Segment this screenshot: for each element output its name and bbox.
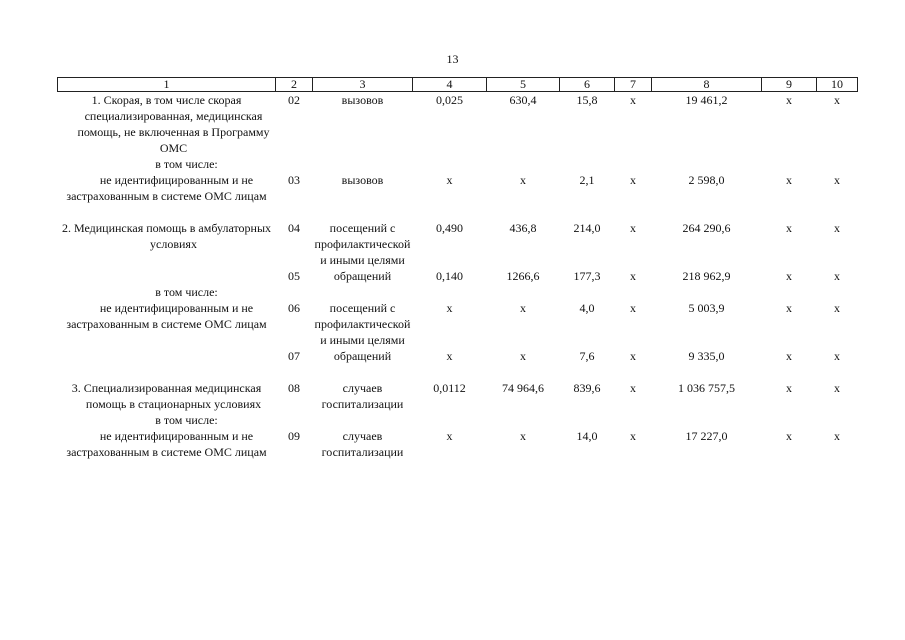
row-spacer (58, 204, 858, 220)
row-col4: x (446, 301, 453, 315)
row-col6: 839,6 (573, 381, 601, 395)
col-header-9: 9 (762, 78, 817, 92)
row-col4: 0,025 (436, 93, 463, 107)
col-header-10: 10 (817, 78, 858, 92)
row-code: 06 (288, 301, 300, 315)
row-col10: x (834, 381, 840, 395)
row-col10: x (834, 429, 840, 443)
row-name: 2. Медицинская помощь в амбулаторных условиях (61, 221, 272, 251)
row-code: 03 (288, 173, 300, 187)
row-col7: x (630, 349, 636, 363)
row-name: в том числе: (155, 285, 218, 299)
row-col7: x (630, 301, 636, 315)
row-unit: обращений (333, 269, 392, 283)
row-col6: 4,0 (579, 301, 595, 315)
row-col5: 630,4 (509, 93, 537, 107)
row-name: 1. Скорая, в том числе скорая специализированная, медицинская помощь, не включенная в Программу ОМС (77, 93, 270, 155)
row-col7: x (630, 221, 636, 235)
row-col5: x (520, 349, 526, 363)
row-col7: x (630, 429, 636, 443)
row-unit: обращений (333, 349, 392, 363)
row-col7: x (630, 93, 636, 107)
header-row (58, 78, 858, 92)
row-col8: 2 598,0 (688, 173, 725, 187)
row-col6: 14,0 (576, 429, 598, 443)
col-header-3: 3 (313, 78, 413, 92)
table-row (58, 268, 858, 284)
row-col10: x (834, 349, 840, 363)
row-name: в том числе: (155, 413, 218, 427)
row-col7: x (630, 269, 636, 283)
row-col9: x (786, 173, 792, 187)
col-header-8: 8 (652, 78, 762, 92)
table-row (58, 380, 858, 412)
row-col5: 1266,6 (506, 269, 540, 283)
col-header-2: 2 (276, 78, 313, 92)
data-table (57, 77, 858, 460)
row-unit: вызовов (341, 93, 384, 107)
row-unit: случаев госпитализации (321, 429, 404, 459)
table-row (58, 172, 858, 204)
row-name: не идентифицированным и не застрахованным в системе ОМС лицам (66, 173, 267, 203)
row-col10: x (834, 221, 840, 235)
col-header-4: 4 (413, 78, 487, 92)
row-col4: 0,0112 (433, 381, 466, 395)
row-code: 08 (288, 381, 300, 395)
row-name: не идентифицированным и не застрахованным в системе ОМС лицам (66, 429, 267, 459)
row-col4: x (446, 173, 453, 187)
row-col8: 5 003,9 (688, 301, 725, 315)
row-col5: x (520, 301, 526, 315)
row-spacer (58, 364, 858, 380)
row-name (58, 348, 276, 364)
row-col10: x (834, 269, 840, 283)
row-col9: x (786, 93, 792, 107)
row-col4: x (446, 429, 453, 443)
row-col4: 0,140 (436, 269, 463, 283)
row-name: 3. Специализированная медицинская помощь в стационарных условиях (71, 381, 262, 411)
row-col8: 264 290,6 (682, 221, 731, 235)
row-code: 04 (288, 221, 300, 235)
row-code: 05 (288, 269, 300, 283)
table-row (58, 348, 858, 364)
table-row (58, 412, 858, 428)
table-row (58, 156, 858, 172)
table-row (58, 284, 858, 300)
row-unit: случаев госпитализации (321, 381, 404, 411)
table-row (58, 428, 858, 460)
row-col9: x (786, 429, 792, 443)
row-col6: 15,8 (576, 93, 598, 107)
col-header-5: 5 (487, 78, 560, 92)
row-col8: 1 036 757,5 (678, 381, 735, 395)
row-col4: x (446, 349, 453, 363)
row-unit: посещений с профилактической и иными целями (314, 221, 411, 267)
row-col9: x (786, 349, 792, 363)
row-col4: 0,490 (436, 221, 463, 235)
col-header-1: 1 (58, 78, 276, 92)
row-code: 02 (288, 93, 300, 107)
table-row (58, 92, 858, 157)
row-col6: 177,3 (573, 269, 601, 283)
row-col8: 9 335,0 (688, 349, 725, 363)
row-col5: 74 964,6 (502, 381, 544, 395)
row-code: 09 (288, 429, 300, 443)
table-row (58, 300, 858, 348)
table-row (58, 220, 858, 268)
row-col7: x (630, 173, 636, 187)
col-header-7: 7 (615, 78, 652, 92)
row-col6: 2,1 (579, 173, 595, 187)
row-unit: вызовов (341, 173, 384, 187)
row-col5: 436,8 (509, 221, 537, 235)
row-col9: x (786, 301, 792, 315)
row-col9: x (786, 381, 792, 395)
col-header-6: 6 (560, 78, 615, 92)
row-unit: посещений с профилактической и иными целями (314, 301, 411, 347)
row-col8: 19 461,2 (685, 93, 728, 107)
row-col9: x (786, 221, 792, 235)
row-code: 07 (288, 349, 300, 363)
row-col10: x (834, 93, 840, 107)
row-name (58, 268, 276, 284)
page-number: 13 (446, 52, 459, 66)
row-name: в том числе: (155, 157, 218, 171)
row-col10: x (834, 173, 840, 187)
row-col10: x (834, 301, 840, 315)
row-col8: 218 962,9 (682, 269, 731, 283)
row-col6: 214,0 (573, 221, 601, 235)
row-col9: x (786, 269, 792, 283)
row-col8: 17 227,0 (685, 429, 728, 443)
row-col7: x (630, 381, 636, 395)
row-col5: x (520, 429, 526, 443)
row-col6: 7,6 (579, 349, 595, 363)
row-col5: x (520, 173, 526, 187)
row-name: не идентифицированным и не застрахованным в системе ОМС лицам (66, 301, 267, 331)
